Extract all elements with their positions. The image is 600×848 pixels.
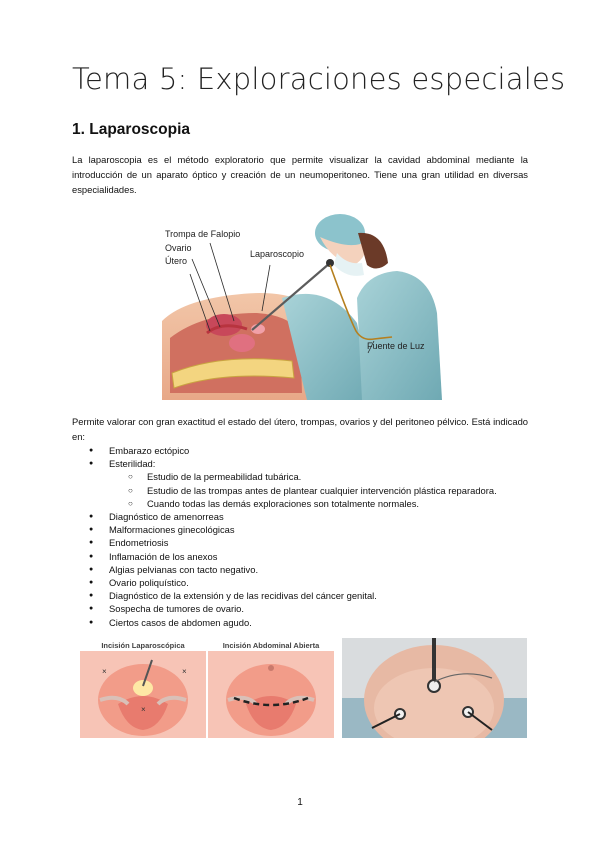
label-laparoscopio: Laparoscopio [250, 249, 305, 259]
sublist-item: ○ Cuando todas las demás exploraciones son totalmente normales. [72, 497, 528, 510]
label-utero: Útero [165, 256, 188, 266]
list-item: ● Endometriosis [72, 536, 528, 549]
incision-comparison-illustration [80, 638, 334, 738]
label-fuente: Fuente de Luz [367, 341, 425, 351]
list-item: ● Esterilidad: [72, 457, 528, 470]
indications-list [72, 444, 528, 629]
list-item: ● Ovario poliquístico. [72, 576, 528, 589]
intro-paragraph: La laparoscopia es el método exploratorio que permite visualizar la cavidad abdominal mediante la introducción de un aparato óptico y creación de un neumoperitoneo. Tiene una gran utilidad en diversas especialidades. [72, 154, 528, 195]
list-item: ● Diagnóstico de la extensión y de las recidivas del cáncer genital. [72, 589, 528, 602]
section-heading: 1. Laparoscopia [72, 121, 191, 138]
trocar-ports-illustration [342, 638, 527, 738]
svg-text:×: × [102, 667, 107, 676]
label-open-incision: Incisión Abdominal Abierta [222, 641, 320, 650]
svg-text:×: × [141, 705, 146, 714]
list-item: ● Malformaciones ginecológicas [72, 523, 528, 536]
indications-intro: Permite valorar con gran exactitud el estado del útero, trompas, ovarios y del peritoneo pélvico. Está indicado en: [72, 416, 528, 442]
page-title: Tema 5: Exploraciones especiales [72, 62, 566, 96]
label-trompa: Trompa de Falopio [165, 229, 241, 239]
label-laparoscopic-incision: Incisión Laparoscópica [101, 641, 185, 650]
list-item: ● Inflamación de los anexos [72, 550, 528, 563]
list-item: ● Sospecha de tumores de ovario. [72, 602, 528, 615]
sublist-item: ○ Estudio de las trompas antes de plantear cualquier intervención plástica reparadora. [72, 484, 528, 497]
list-item: ● Ciertos casos de abdomen agudo. [72, 616, 528, 629]
svg-text:×: × [182, 667, 187, 676]
laparoscopy-illustration [162, 203, 442, 400]
list-item: ● Algias pelvianas con tacto negativo. [72, 563, 528, 576]
sublist-item: ○ Estudio de la permeabilidad tubárica. [72, 470, 528, 483]
page-number: 1 [297, 797, 303, 808]
list-item: ● Diagnóstico de amenorreas [72, 510, 528, 523]
label-ovario: Ovario [165, 243, 192, 253]
list-item: ● Embarazo ectópico [72, 444, 528, 457]
